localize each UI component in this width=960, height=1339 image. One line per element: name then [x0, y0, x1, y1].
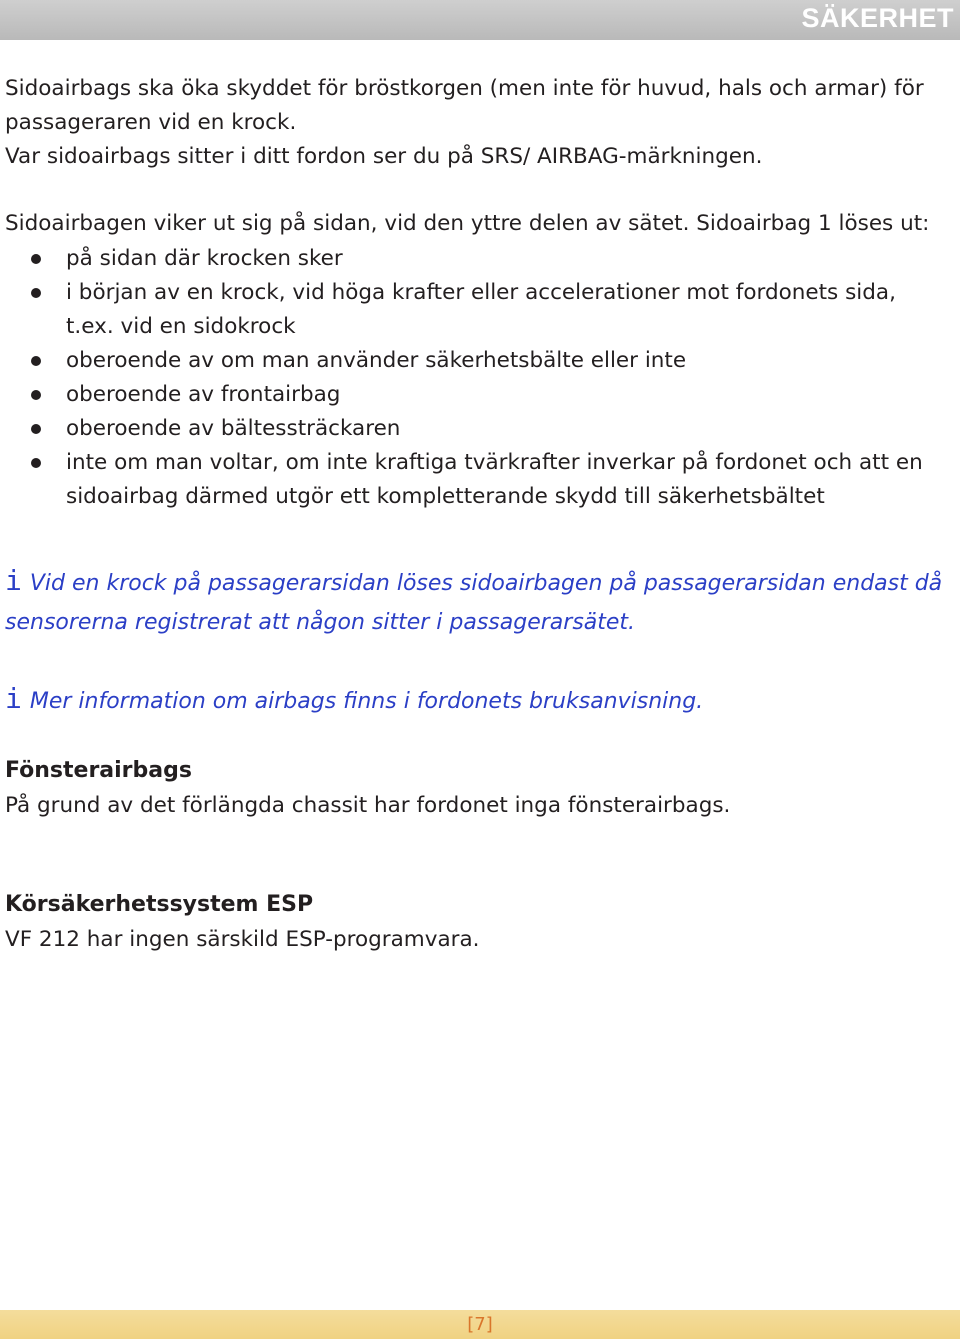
list-item — [0, 412, 950, 446]
list-item-text: oberoende av bältessträckaren — [66, 416, 401, 441]
deploy-paragraph: Sidoairbagen viker ut sig på sidan, vid den yttre delen av sätet. Sidoairbag 1 löses ut: — [5, 211, 930, 236]
info-icon: i — [5, 682, 22, 715]
note-text: Vid en krock på passagerarsidan löses sidoairbagen på passagerarsidan endast då sensorerna registrerat att någon sitter i passagerarsätet. — [5, 571, 943, 635]
bullet-dot — [31, 390, 41, 400]
section-header-bar — [0, 0, 960, 40]
deploy-conditions-list — [0, 242, 950, 514]
footer-bar — [0, 1310, 960, 1339]
intro-paragraph — [5, 72, 955, 174]
list-item — [0, 344, 950, 378]
bullet-dot — [31, 458, 41, 468]
list-item — [0, 446, 950, 514]
page-number: [7] — [467, 1314, 493, 1335]
info-icon: i — [5, 564, 22, 597]
note-text: Mer information om airbags finns i fordonets bruksanvisning. — [29, 689, 704, 714]
bullet-dot — [31, 356, 41, 366]
bullet-dot — [31, 288, 41, 298]
list-item-text: på sidan där krocken sker — [66, 246, 343, 271]
intro-line-2: Var sidoairbags sitter i ditt fordon ser du på SRS/ AIRBAG-märkningen. — [5, 144, 763, 169]
esp-heading: Körsäkerhetssystem ESP — [5, 892, 314, 917]
list-item-text: oberoende av om man använder säkerhetsbälte eller inte — [66, 348, 687, 373]
esp-text: VF 212 har ingen särskild ESP-programvara. — [5, 927, 480, 952]
window-airbags-text: På grund av det förlängda chassit har fordonet inga fönsterairbags. — [5, 793, 731, 818]
passenger-airbag-note — [5, 561, 955, 642]
section-title: SÄKERHET — [801, 3, 954, 33]
bullet-dot — [31, 424, 41, 434]
list-item — [0, 242, 950, 276]
list-item — [0, 276, 950, 344]
list-item — [0, 378, 950, 412]
list-item-text: oberoende av frontairbag — [66, 382, 341, 407]
intro-line-1: Sidoairbags ska öka skyddet för bröstkorgen (men inte för huvud, hals och armar) för passageraren vid en krock. — [5, 76, 924, 135]
list-item-text: i början av en krock, vid höga krafter eller accelerationer mot fordonets sida, t.ex. vid en sidokrock — [66, 280, 896, 339]
bullet-dot — [31, 254, 41, 264]
manual-reference-note — [5, 679, 955, 721]
list-item-text: inte om man voltar, om inte kraftiga tvärkrafter inverkar på fordonet och att en sidoairbag därmed utgör ett kompletterande skydd till säkerhetsbältet — [66, 450, 923, 509]
window-airbags-heading: Fönsterairbags — [5, 758, 192, 783]
